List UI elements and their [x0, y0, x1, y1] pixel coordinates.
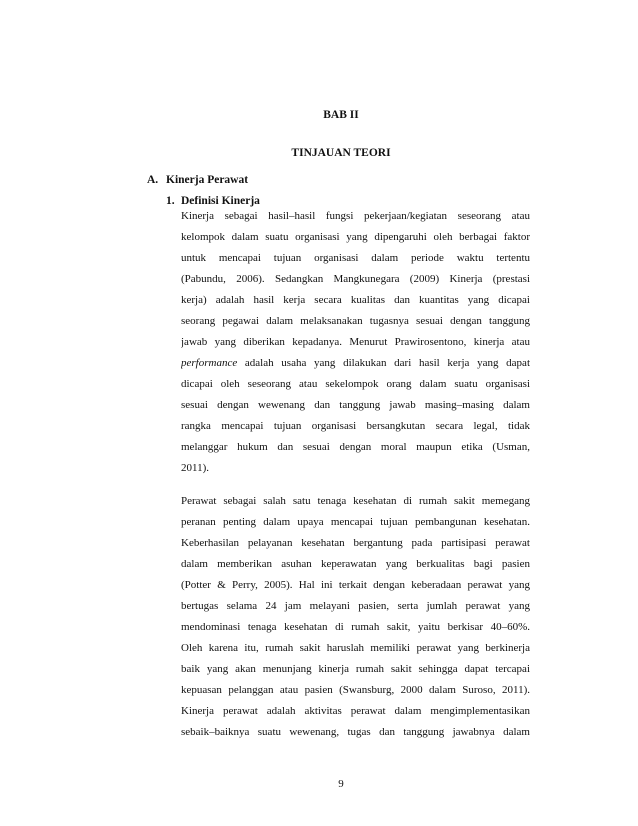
paragraph-line: dalam memberikan asuhan keperawatan yang berkualitas bagi pasien: [181, 558, 530, 570]
paragraph-line-mixed: [181, 353, 530, 374]
paragraph-line: untuk mencapai tujuan organisasi dalam periode waktu tertentu: [181, 252, 530, 264]
page-number: 9: [338, 778, 344, 790]
subsection-title: Definisi Kinerja: [181, 195, 260, 207]
italic-term: performance: [181, 357, 238, 369]
paragraph-line: Kinerja perawat adalah aktivitas perawat dalam mengimplementasikan: [181, 705, 530, 717]
paragraph-line: (Pabundu, 2006). Sedangkan Mangkunegara (2009) Kinerja (prestasi: [181, 273, 530, 285]
paragraph-line: Oleh karena itu, rumah sakit haruslah memiliki perawat yang berkinerja: [181, 642, 530, 654]
section-marker: A.: [147, 174, 159, 186]
paragraph-line: Perawat sebagai salah satu tenaga kesehatan di rumah sakit memegang: [181, 495, 530, 507]
paragraph-line: melanggar hukum dan sesuai dengan moral maupun etika (Usman,: [181, 441, 530, 453]
paragraph-line: sesuai dengan wewenang dan tanggung jawab masing–masing dalam: [181, 399, 530, 411]
paragraph-line: seorang pegawai dalam melaksanakan tugasnya sesuai dengan tanggung: [181, 315, 530, 327]
paragraph-line: mendominasi tenaga kesehatan di rumah sakit, yaitu berkisar 40–60%.: [181, 621, 530, 633]
paragraph-line: peranan penting dalam upaya mencapai tujuan pembangunan kesehatan.: [181, 516, 530, 528]
paragraph-nurse-role: [181, 491, 530, 743]
paragraph-line: kepuasan pelanggan atau pasien (Swansburg, 2000 dalam Suroso, 2011).: [181, 684, 530, 696]
section-title: Kinerja Perawat: [166, 174, 249, 186]
paragraph-line: kerja) adalah hasil kerja secara kualitas dan kuantitas yang dicapai: [181, 294, 530, 306]
paragraph-line: Kinerja sebagai hasil–hasil fungsi pekerjaan/kegiatan seseorang atau: [181, 210, 530, 222]
paragraph-line: bertugas selama 24 jam melayani pasien, serta jumlah perawat yang: [181, 600, 530, 612]
paragraph-line: baik yang akan menunjang kinerja rumah sakit sehingga dapat tercapai: [181, 663, 530, 675]
chapter-heading: BAB II: [323, 109, 359, 121]
paragraph-line: kelompok dalam suatu organisasi yang dipengaruhi oleh berbagai faktor: [181, 231, 530, 243]
paragraph-line: jawab yang diberikan kepadanya. Menurut Prawirosentono, kinerja atau: [181, 336, 530, 348]
subsection-marker: 1.: [166, 195, 175, 207]
paragraph-line: rangka mencapai tujuan organisasi bersangkutan secara legal, tidak: [181, 420, 530, 432]
paragraph-line: (Potter & Perry, 2005). Hal ini terkait dengan keberadaan perawat yang: [181, 579, 530, 591]
paragraph-line: Keberhasilan pelayanan kesehatan bergantung pada partisipasi perawat: [181, 537, 530, 549]
line-continuation: adalah usaha yang dilakukan dari hasil kerja yang dapat: [237, 357, 530, 369]
paragraph-definition: [181, 206, 530, 479]
paragraph-line: sebaik–baiknya suatu wewenang, tugas dan tanggung jawabnya dalam: [181, 726, 530, 738]
paragraph-line: dicapai oleh seseorang atau sekelompok orang dalam suatu organisasi: [181, 378, 530, 390]
chapter-title: TINJAUAN TEORI: [291, 147, 391, 159]
paragraph-last-line: 2011).: [181, 462, 210, 474]
